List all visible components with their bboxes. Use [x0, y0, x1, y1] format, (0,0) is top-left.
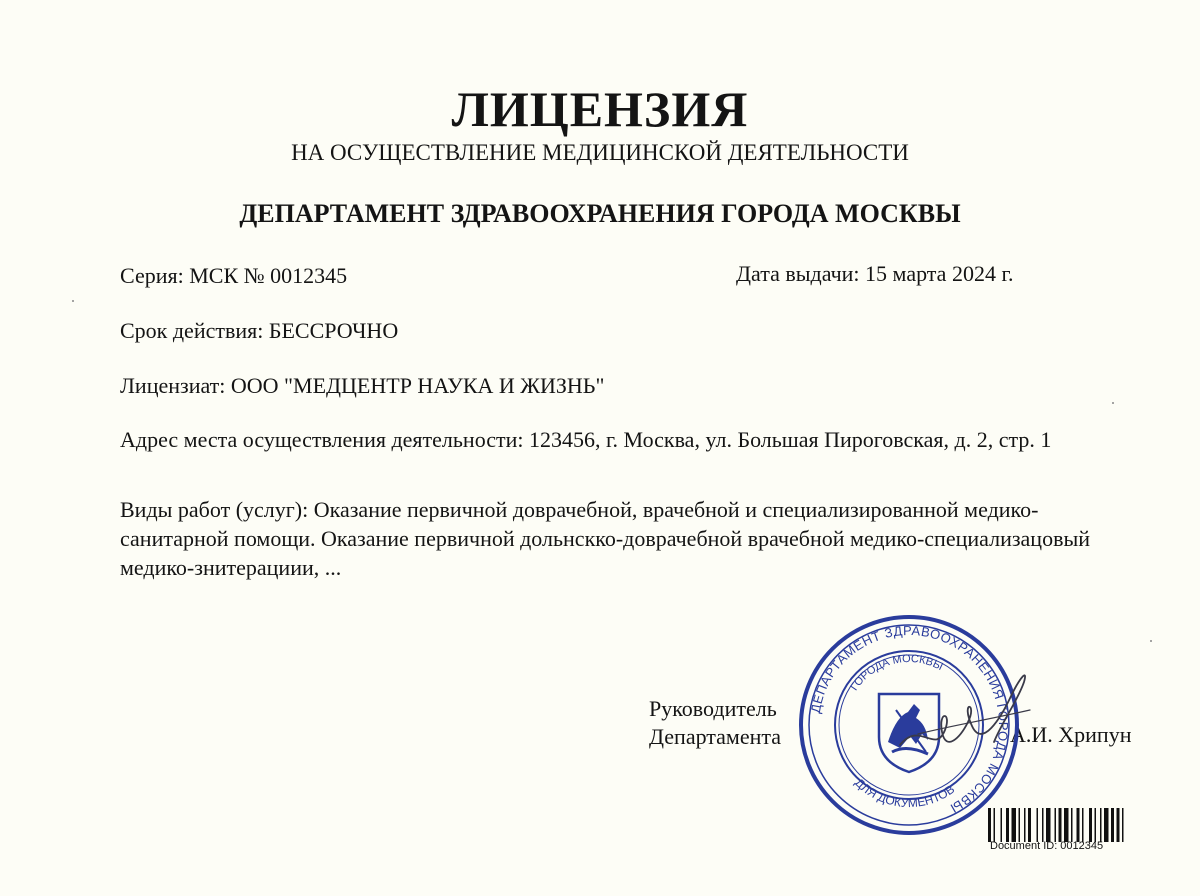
document-id: Document ID: 0012345 [990, 840, 1104, 852]
signatory-title [649, 695, 781, 751]
issue-date: Дата выдачи: 15 марта 2024 г. [736, 261, 1014, 286]
validity-period: Срок действия: БЕССРОЧНО [120, 318, 399, 343]
scan-speck [72, 300, 74, 302]
stamp-outer-text: ДЕПАРТАМЕНТ ЗДРАВООХРАНЕНИЯ ГОРОДА МОСКВЫ [807, 622, 1012, 817]
scan-speck [1112, 402, 1114, 404]
barcode-icon [988, 808, 1148, 842]
signature [890, 660, 1040, 770]
signatory-title-line2: Департамента [649, 724, 782, 749]
licensee: Лицензиат: ООО "МЕДЦЕНТР НАУКА И ЖИЗНЬ" [120, 373, 605, 398]
signatory-title-line1: Руководитель [649, 696, 777, 721]
scan-speck [1150, 640, 1152, 642]
activity-address: Адрес места осуществления деятельности: 123456, г. Москва, ул. Большая Пироговская, д. 2, стр. 1 [120, 427, 1052, 452]
license-series: Серия: МСК № 0012345 [120, 263, 348, 288]
document-subtitle: НА ОСУЩЕСТВЛЕНИЕ МЕДИЦИНСКОЙ ДЕЯТЕЛЬНОСТИ [291, 140, 909, 165]
document-title: ЛИЦЕНЗИЯ [451, 81, 749, 137]
issuing-authority: ДЕПАРТАМЕНТ ЗДРАВООХРАНЕНИЯ ГОРОДА МОСКВЫ [239, 199, 961, 228]
stamp-bottom-text: ДЛЯ ДОКУМЕНТОВ [852, 775, 958, 811]
services-list: Виды работ (услуг): Оказание первичной доврачебной, врачебной и специализированной медико-санитарной помощи. Оказание первичной дольнскко-доврачебной врачебной медико-специализацовый медико-знитерациии, ... [120, 497, 1091, 580]
signatory-name: А.И. Хрипун [1010, 722, 1132, 747]
stamp-inner-text: ГОРОДА МОСКВЫ [848, 652, 945, 693]
svg-text:ДЛЯ ДОКУМЕНТОВ [852, 775, 957, 810]
